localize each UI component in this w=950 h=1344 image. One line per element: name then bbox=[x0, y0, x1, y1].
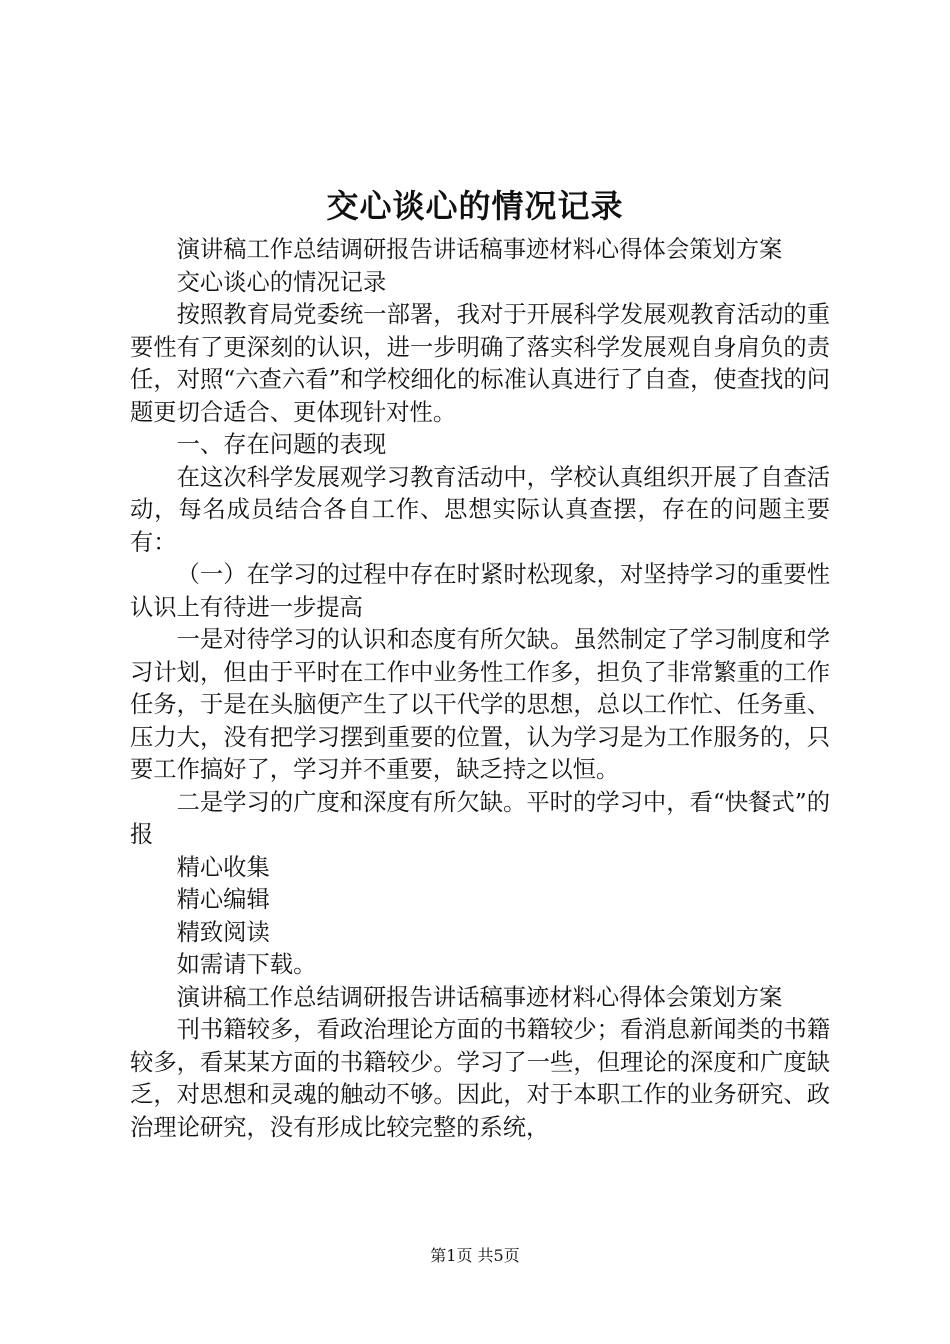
paragraph-intro: 按照教育局党委统一部署，我对于开展科学发展观教育活动的重要性有了更深刻的认识，进一步明确了落实科学发展观自身肩负的责任，对照“六查六看”和学校细化的标准认真进行了自查，使查找的问题更切合适合、更体现针对性。 bbox=[130, 301, 830, 426]
document-title: 交心谈心的情况记录 bbox=[326, 187, 624, 225]
paragraph-point-two: 二是学习的广度和深度有所欠缺。平时的学习中，看“快餐式”的报 bbox=[130, 788, 830, 848]
document-body bbox=[130, 234, 830, 1144]
line-edit: 精心编辑 bbox=[176, 886, 270, 913]
line-download: 如需请下载。 bbox=[176, 951, 317, 978]
paragraph-header-categories: 演讲稿工作总结调研报告讲话稿事迹材料心得体会策划方案 bbox=[176, 236, 783, 263]
page-footer: 第1页 共5页 bbox=[430, 1246, 520, 1265]
paragraph-problems-overview: 在这次科学发展观学习教育活动中，学校认真组织开展了自查活动，每名成员结合各自工作、思想实际认真查摆，存在的问题主要有： bbox=[130, 463, 830, 556]
paragraph-categories-repeat: 演讲稿工作总结调研报告讲话稿事迹材料心得体会策划方案 bbox=[176, 983, 783, 1011]
section-heading-problems: 一、存在问题的表现 bbox=[176, 431, 387, 458]
paragraph-point-one: 一是对待学习的认识和态度有所欠缺。虽然制定了学习制度和学习计划，但由于平时在工作中业务性工作多，担负了非常繁重的工作任务，于是在头脑便产生了以干代学的思想，总以工作忙、任务重、压力大，没有把学习摆到重要的位置，认为学习是为工作服务的，只要工作搞好了，学习并不重要，缺乏持之以恒。 bbox=[130, 626, 830, 783]
paragraph-subtitle: 交心谈心的情况记录 bbox=[176, 268, 387, 296]
line-collect: 精心收集 bbox=[176, 853, 270, 881]
line-read: 精致阅读 bbox=[176, 918, 270, 946]
subsection-heading-study: （一）在学习的过程中存在时紧时松现象，对坚持学习的重要性认识上有待进一步提高 bbox=[130, 561, 830, 621]
paragraph-continuation: 刊书籍较多，看政治理论方面的书籍较少；看消息新闻类的书籍较多，看某某方面的书籍较少。学习了一些，但理论的深度和广度缺乏，对思想和灵魂的触动不够。因此，对于本职工作的业务研究、政治理论研究，没有形成比较完整的系统， bbox=[130, 1016, 830, 1141]
